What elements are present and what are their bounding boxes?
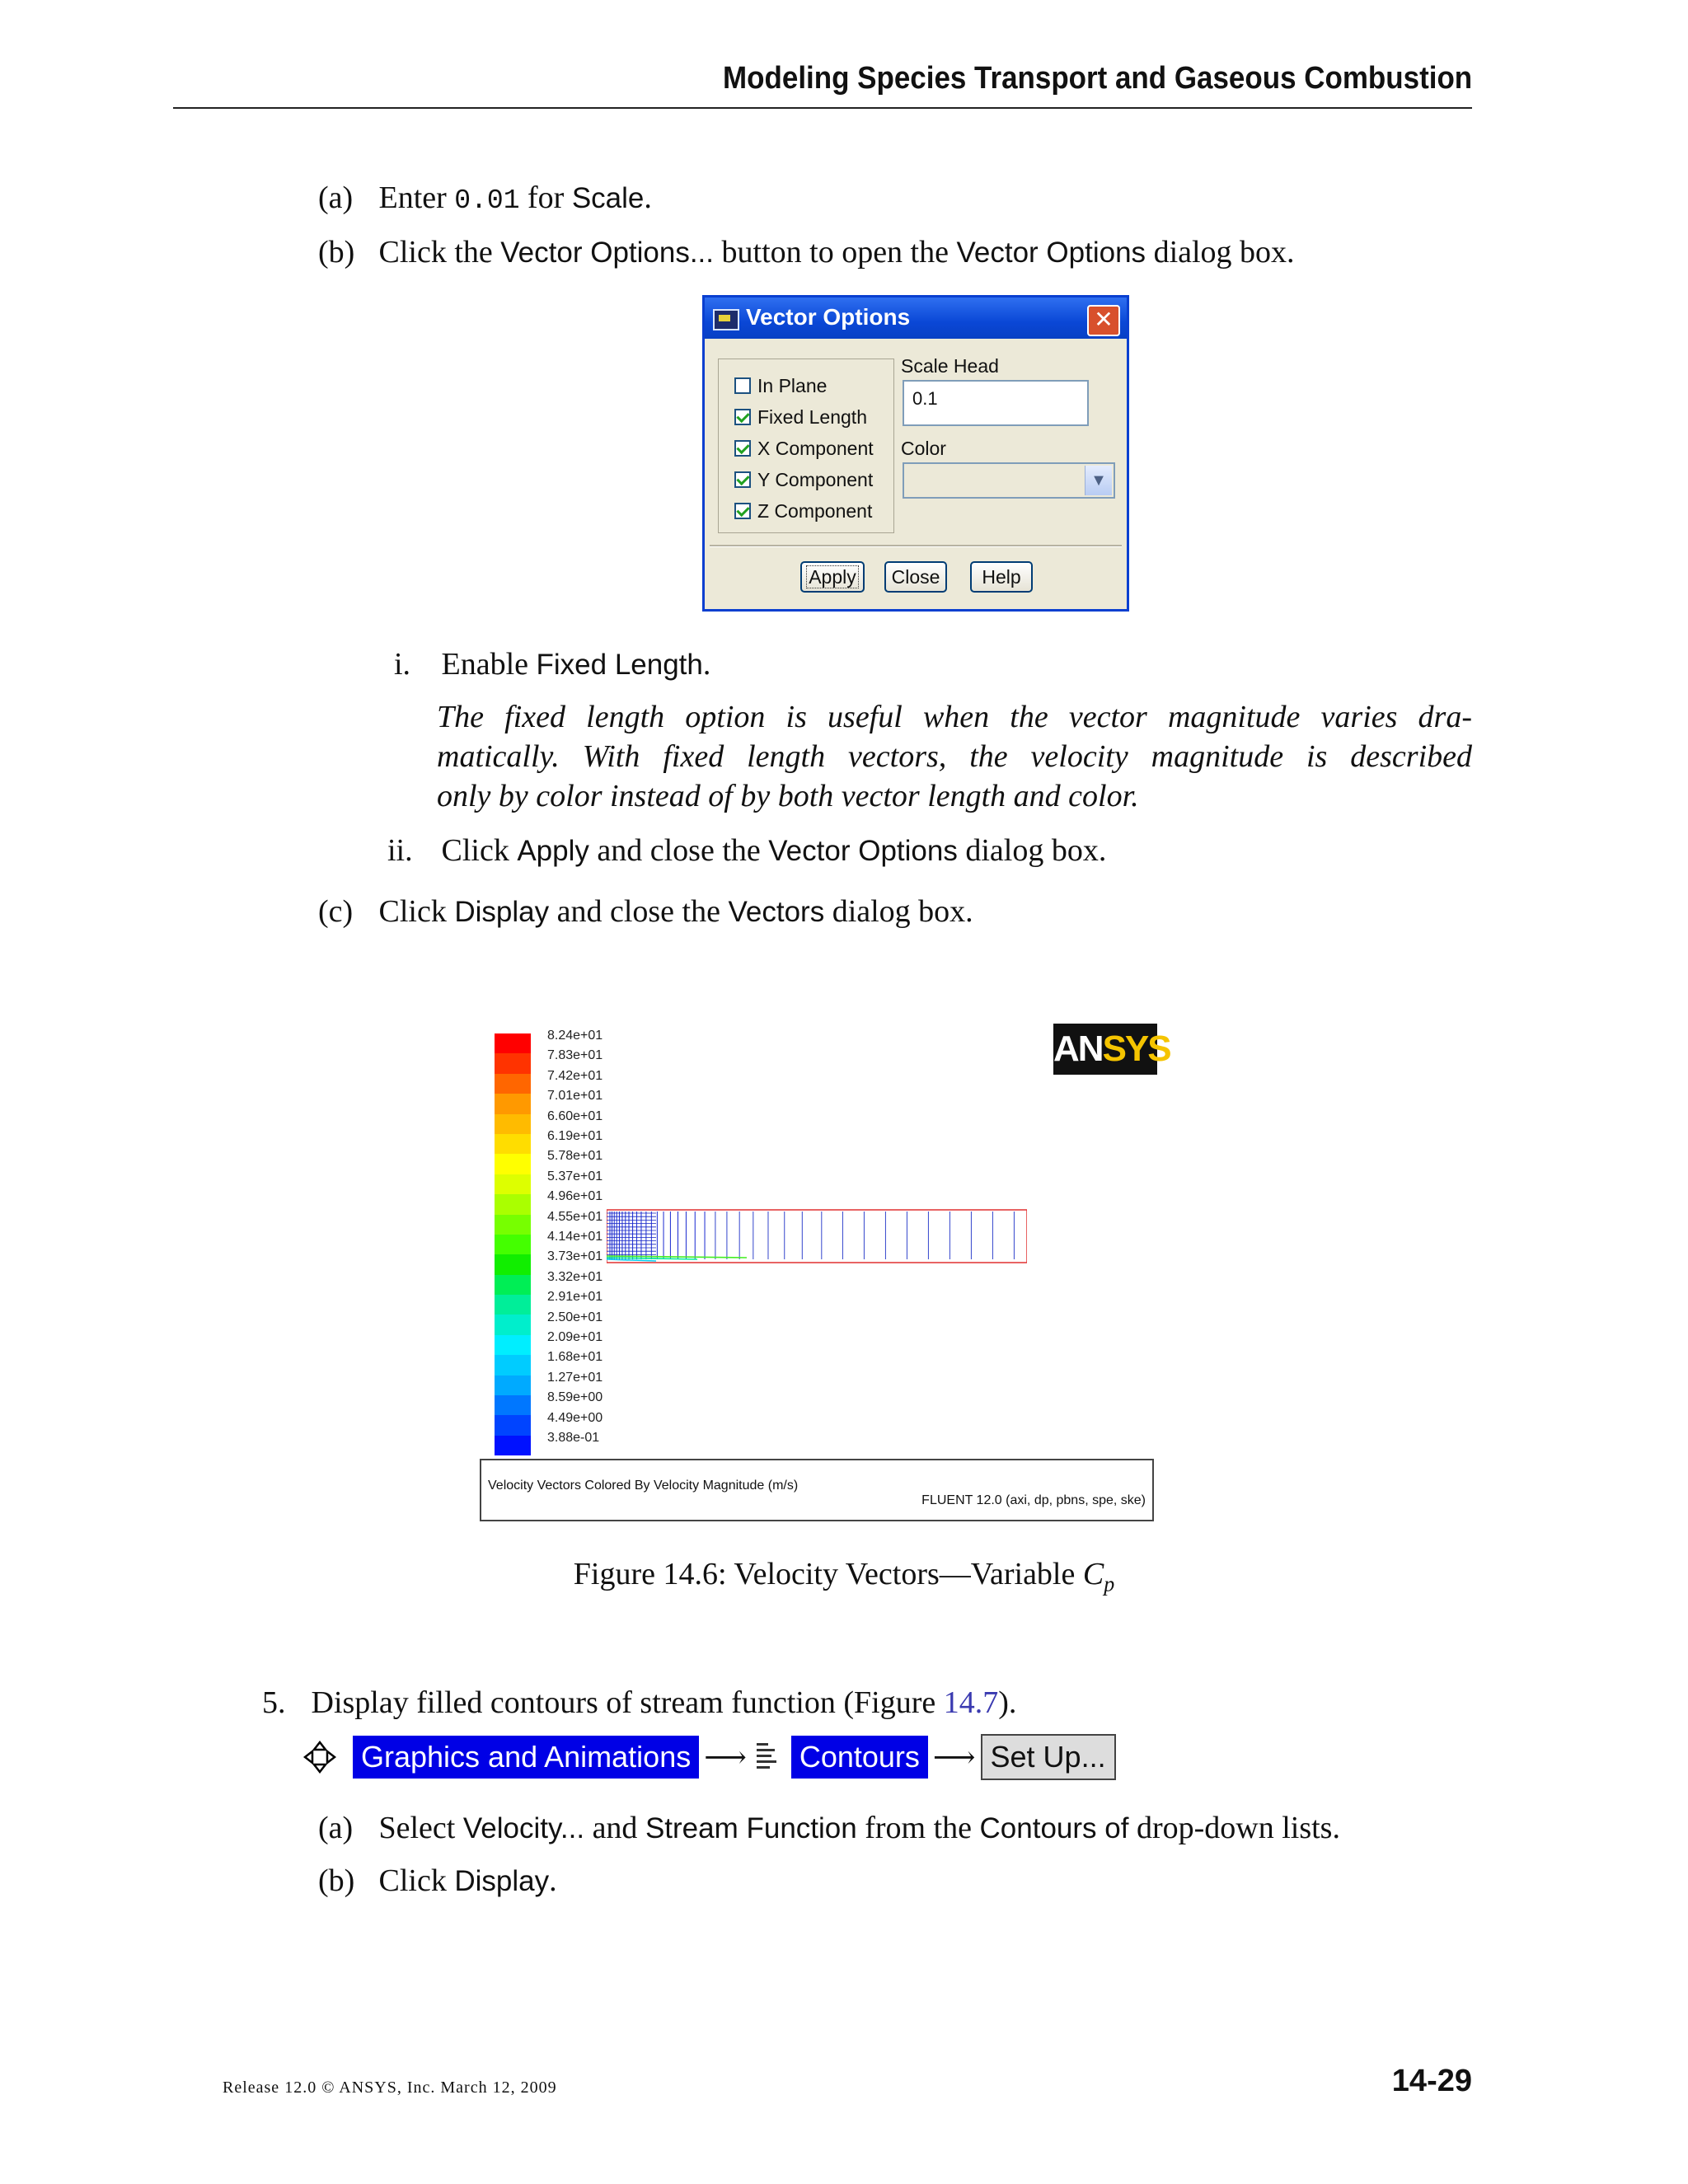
dialog-titlebar[interactable]: [705, 298, 1127, 339]
colorbar-cell: [495, 1335, 531, 1355]
colorbar-cell: [495, 1134, 531, 1154]
colorbar-label: 8.59e+00: [547, 1390, 603, 1405]
colorbar-cell: [495, 1415, 531, 1435]
scale-head-input[interactable]: 0.1: [903, 380, 1089, 426]
colorbar-label: 2.50e+01: [547, 1310, 603, 1324]
step-text: Display filled contours of stream function (Figure: [311, 1685, 936, 1720]
colorbar-cell: [495, 1315, 531, 1334]
step-marker: i.: [394, 647, 411, 682]
logo-text: SYS: [1102, 1029, 1170, 1069]
colorbar-cell: [495, 1355, 531, 1375]
app-icon: [713, 309, 739, 330]
checkbox-label: In Plane: [757, 374, 828, 396]
step-b: [318, 232, 1295, 273]
step-text: Enter: [378, 180, 447, 215]
checkbox-label: Z Component: [757, 499, 873, 522]
ui-term: Apply: [517, 835, 589, 867]
checkbox-x-component[interactable]: [734, 433, 874, 464]
colorbar-label: 3.32e+01: [547, 1269, 603, 1284]
setup-button[interactable]: Set Up...: [981, 1734, 1116, 1780]
colorbar-label: 2.09e+01: [547, 1330, 603, 1344]
header-rule: [173, 107, 1472, 109]
colorbar-cell: [495, 1376, 531, 1395]
step-text: ).: [998, 1685, 1017, 1720]
substep-i: [394, 644, 710, 685]
solver-info: FLUENT 12.0 (axi, dp, pbns, spe, ske): [921, 1493, 1146, 1507]
step-text: dialog box.: [1153, 235, 1295, 269]
ui-term: Display: [454, 1865, 550, 1897]
colorbar-label: 4.49e+00: [547, 1410, 603, 1425]
checkbox-box[interactable]: [734, 471, 751, 488]
colorbar-label: 1.68e+01: [547, 1350, 603, 1365]
navigation-path: [303, 1734, 1116, 1780]
domain-boundary: [607, 1210, 1027, 1263]
colorbar-cell: [495, 1254, 531, 1274]
figure-caption-box: [480, 1459, 1154, 1521]
colorbar-cell: [495, 1295, 531, 1315]
substep-ii: [387, 831, 1106, 871]
figure-caption: [0, 1556, 1688, 1597]
step-text: and close the: [597, 833, 761, 868]
dialog-title: Vector Options: [746, 304, 911, 330]
step-text: .: [549, 1863, 557, 1898]
colorbar-label: 4.55e+01: [547, 1209, 603, 1224]
colorbar-label: 3.73e+01: [547, 1249, 603, 1264]
colorbar-cell: [495, 1074, 531, 1094]
close-icon[interactable]: ✕: [1087, 305, 1120, 336]
colorbar-cell: [495, 1154, 531, 1174]
colorbar-label: 4.14e+01: [547, 1230, 603, 1244]
ui-term: Vector Options: [956, 237, 1146, 269]
step-5a: [318, 1808, 1340, 1849]
note-paragraph: [437, 697, 1472, 816]
colorbar-cell: [495, 1114, 531, 1134]
ui-term: Contours of: [979, 1812, 1129, 1844]
tree-navigation-icon: [303, 1741, 336, 1774]
chevron-down-icon[interactable]: ▼: [1085, 466, 1112, 495]
checkbox-fixed-length[interactable]: [734, 401, 867, 433]
vector-options-dialog: [702, 295, 1129, 612]
contours-item[interactable]: Contours: [791, 1736, 928, 1779]
ui-term: Scale: [571, 182, 645, 214]
colorbar-cell: [495, 1174, 531, 1194]
color-dropdown[interactable]: [903, 462, 1115, 499]
checkbox-label: Fixed Length: [757, 405, 867, 428]
scale-head-label: Scale Head: [901, 355, 999, 377]
step-text: dialog box.: [965, 833, 1107, 868]
step-text: dialog box.: [832, 894, 973, 929]
step-text: .: [702, 647, 711, 682]
step-text: Select: [378, 1811, 456, 1845]
colorbar-cell: [495, 1033, 531, 1053]
note-line: matically. With fixed length vectors, the velocity magnitude is described: [437, 739, 1472, 774]
step-text: Click the: [378, 235, 493, 269]
checkbox-box[interactable]: [734, 503, 751, 519]
step-marker: (a): [318, 1811, 354, 1845]
colorbar-cell: [495, 1215, 531, 1235]
colorbar-label: 4.96e+01: [547, 1189, 603, 1204]
step-marker: (b): [318, 1863, 355, 1898]
help-button[interactable]: Help: [970, 561, 1033, 593]
vector-glyph: [607, 1259, 656, 1261]
list-icon: [755, 1741, 780, 1773]
colorbar-label: 6.19e+01: [547, 1129, 603, 1143]
step-text: and: [592, 1811, 638, 1845]
colorbar-label: 7.01e+01: [547, 1089, 603, 1104]
checkbox-y-component[interactable]: [734, 464, 873, 495]
colorbar-cell: [495, 1053, 531, 1073]
colorbar-cell: [495, 1275, 531, 1295]
arrow-icon: ⟶: [932, 1741, 976, 1774]
step-marker: 5.: [262, 1685, 286, 1720]
ui-term: Stream Function: [645, 1812, 857, 1844]
step-text: .: [644, 180, 652, 215]
caption-subscript: p: [1104, 1572, 1115, 1596]
checkbox-box[interactable]: [734, 409, 751, 425]
page-header-title: Modeling Species Transport and Gaseous Combustion: [722, 61, 1472, 96]
checkbox-box[interactable]: [734, 377, 751, 394]
apply-button[interactable]: [800, 561, 865, 593]
colorbar: [495, 1033, 531, 1455]
ansys-logo: [1053, 1024, 1170, 1075]
step-text: drop-down lists.: [1136, 1811, 1340, 1845]
ui-term: Vector Options...: [500, 237, 715, 269]
step-marker: (b): [318, 235, 355, 269]
step-text: for: [528, 180, 565, 215]
ui-term: Velocity...: [462, 1812, 585, 1844]
vector-plot: [607, 1207, 1027, 1269]
step-text: Enable: [441, 647, 529, 682]
colorbar-cell: [495, 1094, 531, 1113]
arrow-icon: ⟶: [704, 1741, 747, 1774]
plot-title: Velocity Vectors Colored By Velocity Magnitude (m/s): [488, 1479, 799, 1493]
step-marker: (a): [318, 180, 354, 215]
note-line: The fixed length option is useful when the vector magnitude varies dra-: [437, 700, 1472, 734]
step-5: [262, 1683, 1016, 1722]
footer-release: Release 12.0 © ANSYS, Inc. March 12, 2009: [223, 2079, 557, 2097]
code-value: 0.01: [454, 185, 520, 216]
apply-label: Apply: [806, 565, 859, 588]
checkbox-label: Y Component: [757, 468, 874, 490]
step-marker: (c): [318, 894, 354, 929]
step-text: Click: [441, 833, 509, 868]
step-a: [318, 178, 652, 221]
dialog-separator: [710, 545, 1122, 547]
colorbar-label: 7.42e+01: [547, 1068, 603, 1083]
colorbar-label: 1.27e+01: [547, 1370, 603, 1385]
colorbar-cell: [495, 1436, 531, 1455]
colorbar-cell: [495, 1194, 531, 1214]
checkbox-z-component[interactable]: [734, 495, 872, 527]
step-text: Click: [378, 894, 447, 929]
checkbox-box[interactable]: [734, 440, 751, 457]
ui-term: Vectors: [728, 896, 825, 928]
colorbar-label: 3.88e-01: [547, 1431, 600, 1445]
colorbar-label: 6.60e+01: [547, 1108, 603, 1123]
ui-term: Vector Options: [768, 835, 958, 867]
colorbar-label: 5.78e+01: [547, 1149, 603, 1164]
colorbar-label: 2.91e+01: [547, 1290, 603, 1305]
ui-term: Fixed Length: [536, 649, 703, 681]
color-label: Color: [901, 438, 946, 459]
step-text: and close the: [556, 894, 720, 929]
step-c: [318, 892, 973, 932]
colorbar-cell: [495, 1395, 531, 1415]
colorbar-label: 5.37e+01: [547, 1169, 603, 1183]
colorbar-cell: [495, 1235, 531, 1254]
close-button[interactable]: Close: [884, 561, 947, 593]
vector-glyph: [607, 1258, 697, 1259]
velocity-vectors-figure: [480, 1022, 1170, 1533]
caption-text: Figure 14.6: Velocity Vectors—Variable: [573, 1557, 1076, 1591]
graphics-and-animations-item[interactable]: Graphics and Animations: [353, 1736, 699, 1779]
checkbox-in-plane[interactable]: [734, 370, 827, 401]
step-text: from the: [865, 1811, 973, 1845]
step-5b: [318, 1861, 557, 1901]
colorbar-label: 8.24e+01: [547, 1029, 603, 1043]
ui-term: Display: [454, 896, 550, 928]
note-line: only by color instead of by both vector length and color.: [437, 779, 1139, 813]
step-text: button to open the: [721, 235, 949, 269]
checkbox-label: X Component: [757, 437, 874, 459]
colorbar-label: 7.83e+01: [547, 1048, 603, 1063]
step-text: Click: [378, 1863, 447, 1898]
logo-text: AN: [1053, 1029, 1103, 1069]
caption-symbol: C: [1082, 1557, 1104, 1591]
step-marker: ii.: [387, 833, 413, 868]
figure-link[interactable]: 14.7: [943, 1685, 999, 1720]
page-number: 14-29: [1391, 2064, 1472, 2098]
